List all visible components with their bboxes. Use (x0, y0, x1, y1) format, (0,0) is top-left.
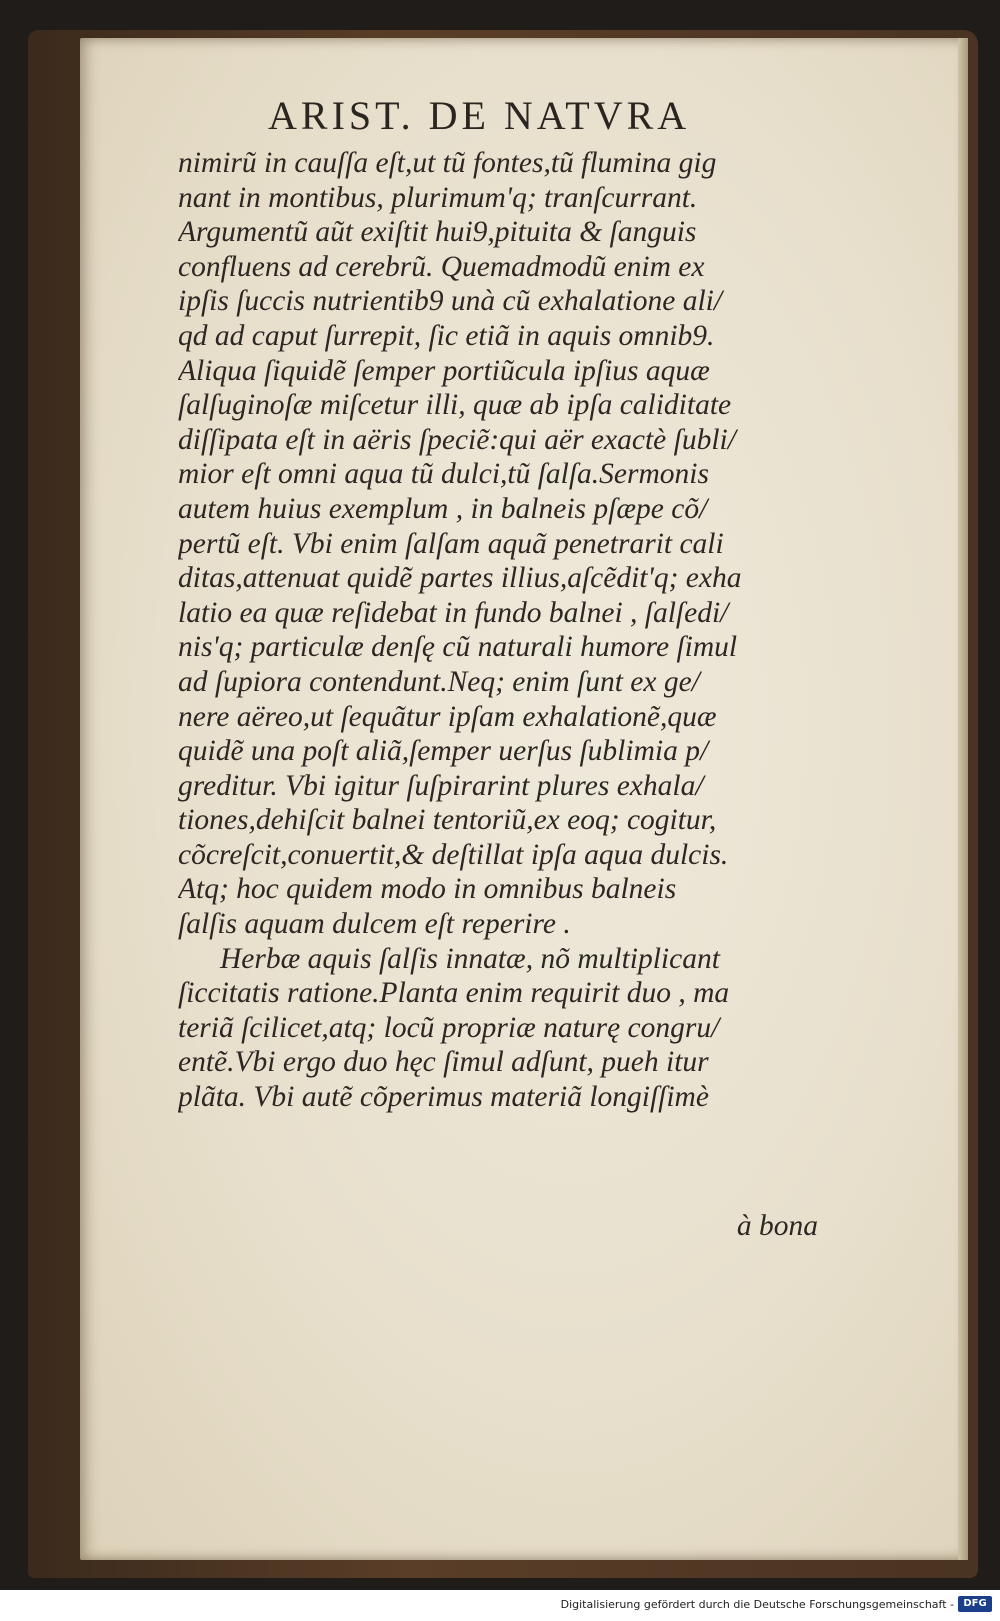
text-line: plãta. Vbi autẽ cõperimus materiã longiſſimè (178, 1081, 709, 1114)
text-line: tiones,dehiſcit balnei tentoriũ,ex eoq; cogitur, (178, 804, 717, 837)
text-line: nimirũ in cauſſa eſt,ut tũ fontes,tũ flumina gig (178, 147, 717, 179)
text-line: diſſipata eſt in aëris ſpeciẽ:qui aër exactè ſubli/ (178, 423, 736, 456)
paragraph-start-line: Herbæ aquis ſalſis innatæ, nõ multiplicant (220, 942, 720, 975)
text-line: nant in montibus, plurimum'q; tranſcurrant. (178, 181, 698, 214)
text-line: ſalſis aquam dulcem eſt reperire . (178, 908, 571, 941)
text-line: Aliqua ſiquidẽ ſemper portiũcula ipſius aquæ (178, 354, 710, 387)
text-line: qd ad caput ſurrepit, ſic etiã in aquis omnib9. (178, 319, 715, 352)
text-line: mior eſt omni aqua tũ dulci,tũ ſalſa.Sermonis (178, 458, 709, 491)
text-line: Atq; hoc quidem modo in omnibus balneis (178, 873, 677, 906)
dfg-logo: DFG (958, 1596, 992, 1612)
text-line: ditas,attenuat quidẽ partes illius,aſcẽdit'q; exha (178, 562, 742, 595)
text-line: ſiccitatis ratione.Planta enim requirit duo , ma (178, 977, 730, 1010)
text-line: latio ea quæ reſidebat in fundo balnei , ſalſedi/ (178, 596, 729, 629)
text-line: nere aëreo,ut ſequãtur ipſam exhalationẽ,quæ (178, 700, 717, 733)
text-line: greditur. Vbi igitur ſuſpirarint plures exhala/ (178, 769, 704, 802)
catchword: à bona (736, 1210, 818, 1242)
text-line: pertũ eſt. Vbi enim ſalſam aquã penetrarit cali (178, 527, 724, 560)
digitization-footer (0, 1590, 1000, 1621)
text-line: cõcreſcit,conuertit,& deſtillat ipſa aqua dulcis. (178, 838, 729, 871)
text-line: entẽ.Vbi ergo duo hęc ſimul adſunt, pueh itur (178, 1046, 709, 1079)
text-line: ſalſuginoſæ miſcetur illi, quæ ab ipſa caliditate (178, 389, 732, 422)
text-line: teriã ſcilicet,atq; locũ propriæ naturę congru/ (178, 1011, 720, 1044)
text-line: ipſis ſuccis nutrientib9 unà cũ exhalatione ali/ (178, 285, 723, 318)
text-line: nis'q; particulæ denſę cũ naturali humore ſimul (178, 631, 738, 664)
text-line: autem huius exemplum , in balneis pſæpe cõ/ (178, 492, 708, 525)
page-fore-edge (958, 38, 968, 1560)
text-line: confluens ad cerebrũ. Quemadmodũ enim ex (178, 250, 705, 283)
running-head: ARIST. DE NATVRA (268, 93, 691, 138)
funding-credit: Digitalisierung gefördert durch die Deutsche Forschungsgemeinschaft - (560, 1598, 954, 1611)
text-line: Argumentũ aũt exiſtit hui9,pituita & ſanguis (178, 216, 697, 249)
text-line: quidẽ una poſt aliã,ſemper uerſus ſublimia p/ (178, 735, 709, 768)
text-block (178, 146, 818, 1115)
text-line: ad ſupiora contendunt.Neq; enim ſunt ex ge/ (178, 665, 700, 698)
